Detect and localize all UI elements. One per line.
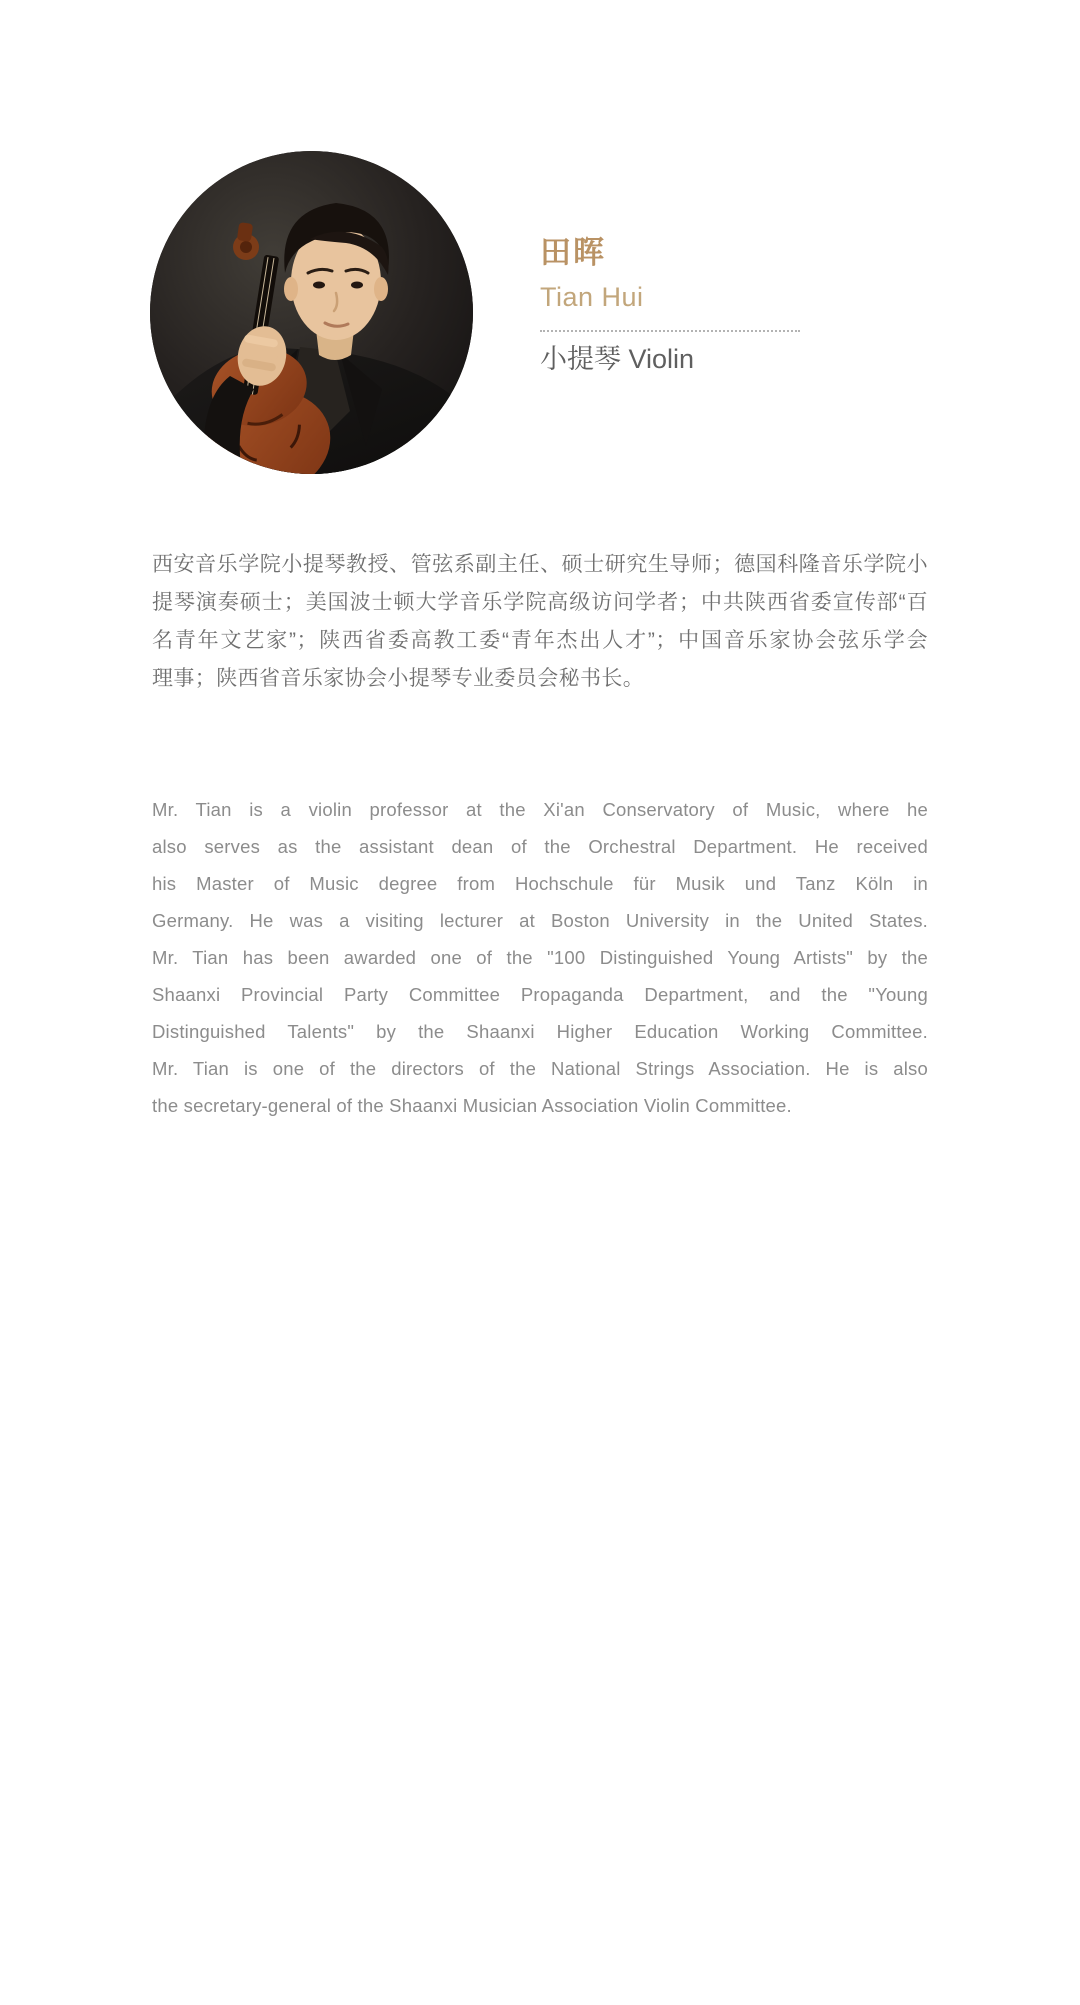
bio-line: Mr. Tian is one of the directors of the National Strings Association. He is also <box>152 1058 928 1079</box>
artist-name-en: Tian Hui <box>540 282 644 312</box>
dotted-divider <box>540 330 800 332</box>
portrait-photo <box>150 151 473 474</box>
bio-line: his Master of Music degree from Hochschule für Musik und Tanz Köln in <box>152 873 928 894</box>
bio-line: the secretary-general of the Shaanxi Musician Association Violin Committee. <box>152 1095 792 1116</box>
bio-line: Mr. Tian has been awarded one of the "100 Distinguished Young Artists" by the <box>152 947 928 968</box>
bio-line: 名青年文艺家”；陕西省委高教工委“青年杰出人才”；中国音乐家协会弦乐学会 <box>152 629 928 652</box>
bio-line: Distinguished Talents" by the Shaanxi Higher Education Working Committee. <box>152 1021 928 1042</box>
violinist-portrait-icon <box>150 151 473 474</box>
bio-line: Shaanxi Provincial Party Committee Propaganda Department, and the "Young <box>152 984 928 1005</box>
bio-line: Germany. He was a visiting lecturer at Boston University in the United States. <box>152 910 928 931</box>
title-block <box>540 236 870 374</box>
instrument-label: 小提琴 Violin <box>540 344 695 374</box>
bio-line: 提琴演奏硕士；美国波士顿大学音乐学院高级访问学者；中共陕西省委宣传部“百 <box>152 591 928 614</box>
bio-paragraph-zh <box>152 546 928 698</box>
bio-line: also serves as the assistant dean of the Orchestral Department. He received <box>152 836 928 857</box>
bio-line: Mr. Tian is a violin professor at the Xi'an Conservatory of Music, where he <box>152 799 928 820</box>
bio-paragraph-en <box>152 791 928 1124</box>
artist-name-zh: 田晖 <box>540 235 606 270</box>
bio-line: 理事；陕西省音乐家协会小提琴专业委员会秘书长。 <box>152 667 645 690</box>
bio-line: 西安音乐学院小提琴教授、管弦系副主任、硕士研究生导师；德国科隆音乐学院小 <box>152 553 928 576</box>
